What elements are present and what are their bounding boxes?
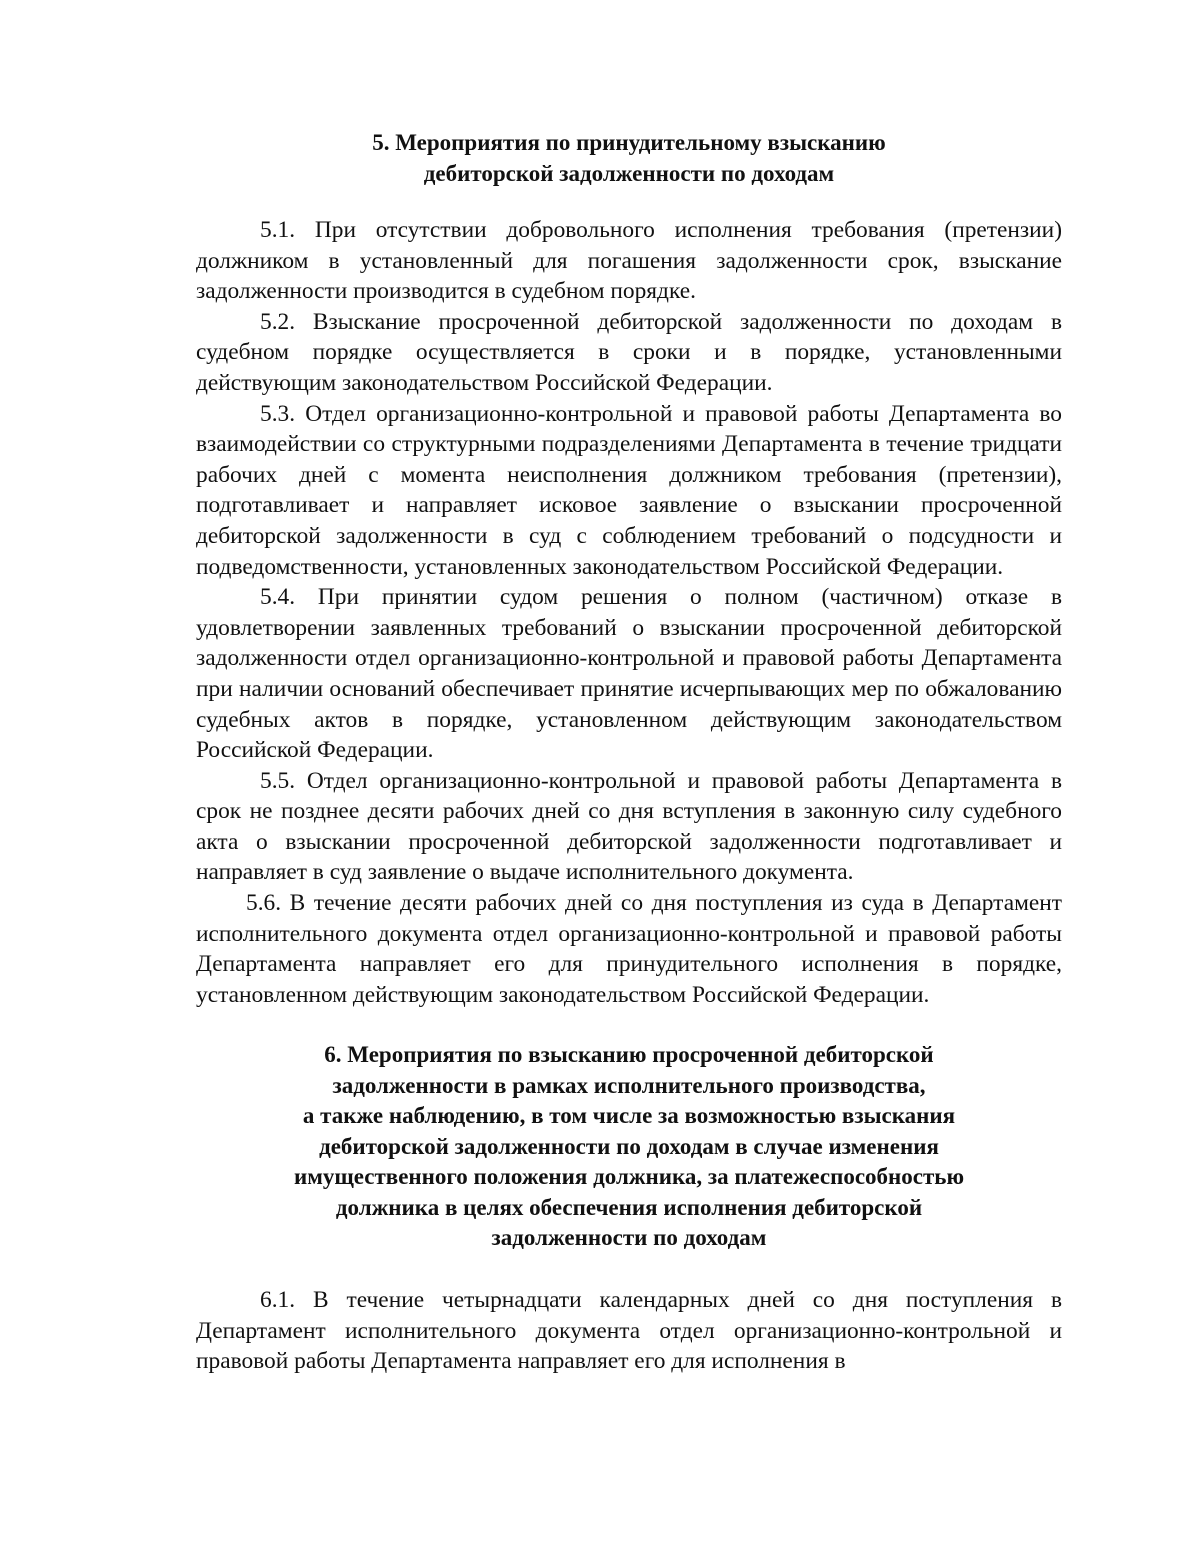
paragraph-6-1: 6.1. В течение четырнадцати календарных дней со дня поступления в Департамент исполнительного документа отдел организационно-контрольной и правовой работы Департамента направляет его для исполнения в xyxy=(196,1286,1062,1375)
section-5-heading xyxy=(196,128,1062,189)
paragraph-5-3: 5.3. Отдел организационно-контрольной и правовой работы Департамента во взаимодействии со структурными подразделениями Департамента в течение тридцати рабочих дней с момента неисполнения должником требования (претензии), подготавливает и направляет исковое заявление о взыскании просроченной дебиторской задолженности в суд с соблюдением требований о подсудности и подведомственности, установленных законодательством Российской Федерации. xyxy=(196,400,1062,580)
section-6-heading xyxy=(196,1040,1062,1254)
section-6-heading-line: а также наблюдению, в том числе за возможностью взыскания xyxy=(302,1103,956,1129)
section-6-heading-line: задолженности по доходам xyxy=(491,1225,767,1251)
section-6-heading-line: задолженности в рамках исполнительного производства, xyxy=(332,1072,926,1098)
paragraph-5-5: 5.5. Отдел организационно-контрольной и правовой работы Департамента в срок не позднее десяти рабочих дней со дня вступления в законную силу судебного акта о взыскании просроченной дебиторской задолженности подготавливает и направляет в суд заявление о выдаче исполнительного документа. xyxy=(196,767,1062,886)
section-6-heading-line: дебиторской задолженности по доходам в случае изменения xyxy=(319,1133,939,1159)
paragraph-5-6: 5.6. В течение десяти рабочих дней со дня поступления из суда в Департамент исполнительного документа отдел организационно-контрольной и правовой работы Департамента направляет его для принудительного исполнения в порядке, установленном действующим законодательством Российской Федерации. xyxy=(196,890,1062,1008)
paragraph-5-2: 5.2. Взыскание просроченной дебиторской задолженности по доходам в судебном порядке осуществляется в сроки и в порядке, установленными действующим законодательством Российской Федерации. xyxy=(196,308,1062,396)
section-5-heading-line: 5. Мероприятия по принудительному взысканию xyxy=(372,130,886,155)
paragraph-5-1: 5.1. При отсутствии добровольного исполнения требования (претензии) должником в установленный для погашения задолженности срок, взыскание задолженности производится в судебном порядке. xyxy=(196,217,1062,305)
section-5-heading-line: дебиторской задолженности по доходам xyxy=(423,160,835,186)
section-6-heading-line: имущественного положения должника, за платежеспособностью xyxy=(293,1164,965,1190)
paragraph-5-4: 5.4. При принятии судом решения о полном (частичном) отказе в удовлетворении заявленных требований о взыскании просроченной дебиторской задолженности отдел организационно-контрольной и правовой работы Департамента при наличии оснований обеспечивает принятие исчерпывающих мер по обжалованию судебных актов в порядке, установленном действующим законодательством Российской Федерации. xyxy=(196,584,1062,764)
section-6-heading-line: должника в целях обеспечения исполнения дебиторской xyxy=(335,1194,923,1220)
section-6-heading-line: 6. Мероприятия по взысканию просроченной дебиторской xyxy=(324,1042,934,1068)
document-page xyxy=(196,128,1062,1377)
